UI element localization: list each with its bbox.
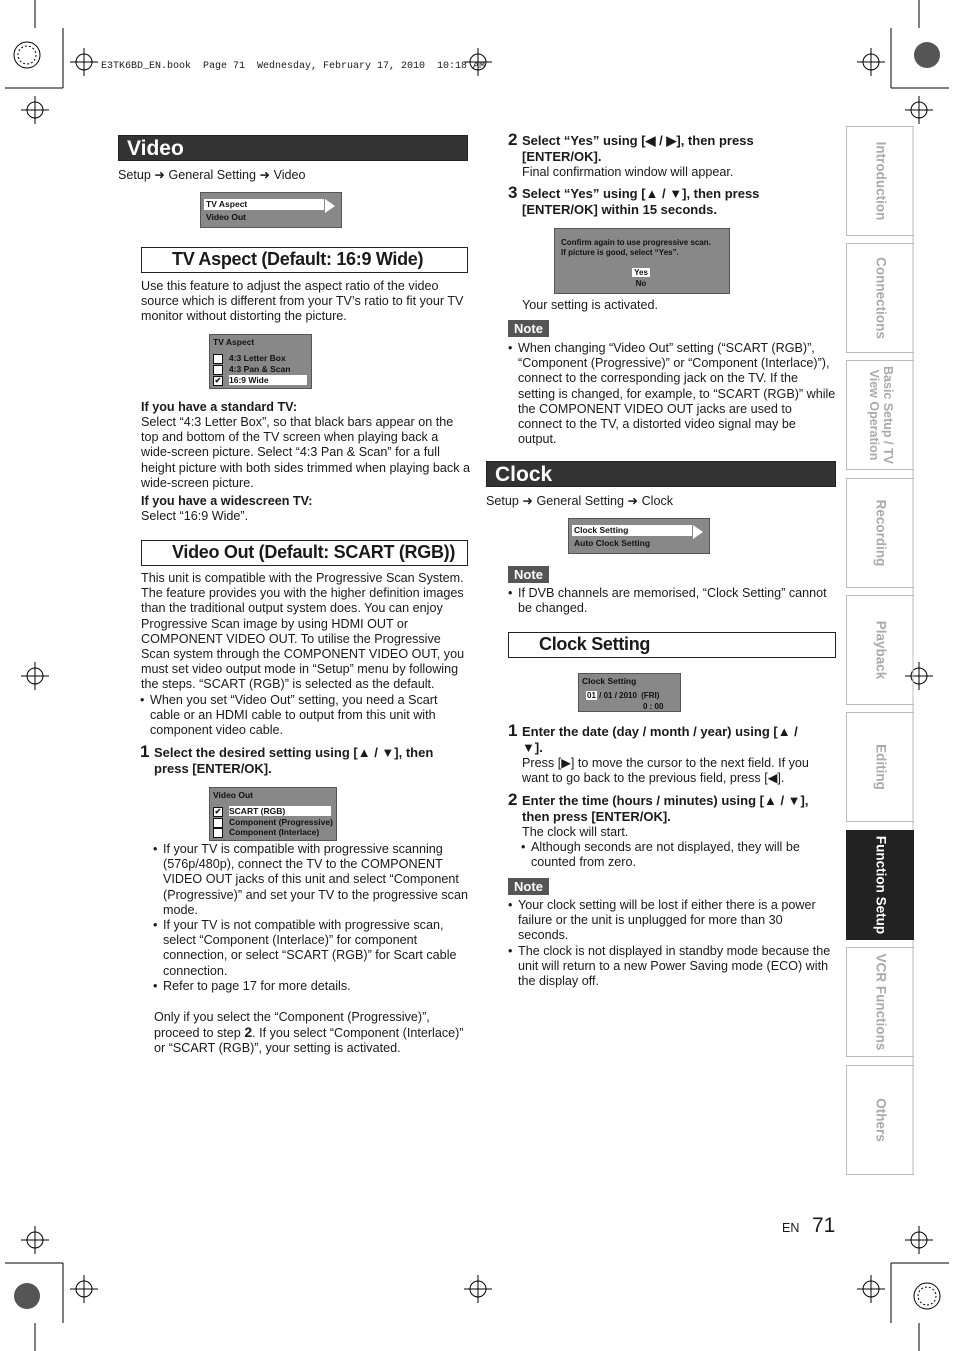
tv-aspect-menu-screen [209, 334, 312, 389]
video-section-title: Video [118, 135, 468, 161]
menu-title: Clock Setting [582, 676, 637, 686]
tv-aspect-intro: Use this feature to adjust the aspect ratio of the video source which is different from your TV’s ratio to fit your TV monitor without distorting the picture. [141, 279, 464, 324]
day-field: 01 [587, 691, 596, 700]
video-out-bullet: • When you set “Video Out” setting, you need a Scart cable or an HDMI cable to output from this unit with component video cable. [150, 693, 470, 739]
tab-basic-setup[interactable]: Basic Setup / TV View Operation [846, 360, 914, 470]
clock-note: • If DVB channels are memorised, “Clock Setting” cannot be changed. [518, 586, 836, 616]
arrow-right-icon: ➜ [627, 494, 639, 508]
video-out-menu-screen [209, 787, 337, 841]
arrow-right-icon: ➜ [259, 168, 271, 182]
time-field: 0 : 00 [643, 702, 664, 711]
breadcrumb-item: Video [273, 168, 306, 182]
tab-introduction[interactable]: Introduction [846, 126, 914, 236]
progressive-step2-sub: Final confirmation window will appear. [522, 165, 734, 179]
clock-step1: Enter the date (day / month / year) using [▲ / ▼]. [522, 724, 798, 755]
video-breadcrumb [118, 168, 306, 183]
note-badge: Note [508, 878, 549, 895]
video-out-closing: Only if you select the “Component (Progressive)”, proceed to step 2. If you select “Component (Interlace)” or “SCART (RGB)”, your setting is activated. [154, 1010, 464, 1056]
menu-option: Component (Interlace) [213, 827, 319, 838]
step-number: 1 [140, 742, 150, 761]
tv-aspect-heading: TV Aspect (Default: 16:9 Wide) [141, 247, 468, 273]
play-arrow-icon [693, 525, 703, 539]
menu-option: Component (Progressive) [213, 817, 333, 828]
menu-option: 4:3 Letter Box [213, 353, 286, 364]
clock-note-2: • The clock is not displayed in standby mode because the unit will return to a new Power Saving mode (ECO) with the display off. [518, 944, 836, 990]
menu-option: 4:3 Pan & Scan [213, 364, 290, 375]
yes-option: Yes [632, 268, 650, 277]
video-out-intro: This unit is compatible with the Progressive Scan System. The feature provides you with the higher definition images than the traditional output system does. You can enjoy Progressive Scan image by using HDMI OUT or COMPONENT VIDEO OUT. To utilise the Progressive Scan system through the COMPONENT VIDEO OUT, you must set video output mode in “Setup” menu by following the steps. “SCART (RGB)” is selected as the default. [141, 571, 465, 692]
widescreen-tv-text: Select “16:9 Wide”. [141, 509, 249, 523]
confirm-line: If picture is good, select “Yes”. [561, 248, 679, 257]
confirm-line: Confirm again to use progressive scan. [561, 238, 711, 247]
clock-setting-heading: Clock Setting [508, 632, 836, 658]
clock-step2-bullet: • Although seconds are not displayed, they will be counted from zero. [531, 840, 826, 870]
menu-item: TV Aspect [204, 199, 324, 210]
video-menu-screen [200, 192, 342, 228]
clock-breadcrumb [486, 494, 673, 509]
tab-recording[interactable]: Recording [846, 478, 914, 588]
menu-item: Auto Clock Setting [574, 538, 651, 548]
confirm-screen [554, 228, 730, 294]
month-year-field: / 01 / 2010 [599, 691, 637, 700]
tab-others[interactable]: Others [846, 1065, 914, 1175]
checkmark-icon: ✔ [214, 806, 222, 816]
menu-option: ✔ SCART (RGB) [213, 806, 331, 817]
tab-editing[interactable]: Editing [846, 712, 914, 822]
clock-section-title: Clock [486, 461, 836, 487]
clock-step1-sub: Press [▶] to move the cursor to the next field. If you want to go back to the previous field, press [◀]. [522, 756, 809, 786]
note-badge: Note [508, 320, 549, 337]
setting-activated-text: Your setting is activated. [522, 298, 659, 312]
checkmark-icon: ✔ [214, 375, 222, 385]
widescreen-tv-label: If you have a widescreen TV: [141, 494, 313, 508]
arrow-right-icon: ➜ [154, 168, 165, 182]
clock-setting-screen [578, 673, 681, 712]
video-out-bullet-3: • Refer to page 17 for more details. [163, 979, 469, 994]
menu-title: Video Out [213, 790, 253, 800]
tab-playback[interactable]: Playback [846, 595, 914, 705]
breadcrumb-item: Clock [641, 494, 674, 508]
video-out-step1: Select the desired setting using [▲ / ▼], then press [ENTER/OK]. [154, 745, 434, 776]
step-number: 2 [508, 790, 518, 809]
weekday-field: (FRI) [641, 691, 660, 700]
progressive-step3: Select “Yes” using [▲ / ▼], then press [ENTER/OK] within 15 seconds. [522, 186, 760, 217]
breadcrumb-item: Setup [118, 168, 151, 182]
page-number: 71 [812, 1214, 836, 1237]
menu-title: TV Aspect [213, 337, 255, 347]
breadcrumb-item: Setup [486, 494, 519, 508]
print-header: E3TK6BD_EN.book Page 71 Wednesday, February 17, 2010 10:18 AM [101, 61, 486, 72]
progressive-step2: Select “Yes” using [◀ / ▶], then press [ENTER/OK]. [522, 133, 754, 164]
video-out-bullet-2: • If your TV is not compatible with progressive scan, select “Component (Interlace)” for component connection, or select “SCART (RGB)” for Scart cable connection. [163, 918, 469, 979]
note-badge: Note [508, 566, 549, 583]
step-number: 2 [508, 130, 518, 149]
language-label: EN [782, 1221, 800, 1235]
clock-step2: Enter the time (hours / minutes) using [▲ / ▼], then press [ENTER/OK]. [522, 793, 809, 824]
clock-note-1: • Your clock setting will be lost if either there is a power failure or the unit is unplugged for more than 30 seconds. [518, 898, 836, 944]
no-option: No [635, 279, 647, 288]
arrow-right-icon: ➜ [522, 494, 533, 508]
video-out-note: • When changing “Video Out” setting (“SCART (RGB)”, “Component (Progressive)” or “Component (Interlace)”), connect to the corresponding jack on the TV. If the setting is changed, for example, to “SCART (RGB)” while the COMPONENT VIDEO OUT jacks are used to connect to the TV, a distorted video signal may be output. [518, 341, 836, 447]
menu-item: Clock Setting [572, 525, 692, 536]
breadcrumb-item: General Setting [536, 494, 624, 508]
breadcrumb-item: General Setting [168, 168, 256, 182]
date-field [586, 691, 659, 700]
menu-option: ✔ 16:9 Wide [213, 375, 307, 386]
step-number: 1 [508, 721, 518, 740]
standard-tv-label: If you have a standard TV: [141, 400, 298, 414]
tab-function-setup[interactable]: Function Setup [846, 830, 914, 940]
video-out-bullet-1: • If your TV is compatible with progressive scanning (576p/480p), connect the TV to the COMPONENT VIDEO OUT jacks of this unit and select “Component (Progressive)” and set your TV to the progressive scan mode. [163, 842, 469, 918]
video-out-heading: Video Out (Default: SCART (RGB)) [141, 540, 468, 566]
standard-tv-text: Select “4:3 Letter Box”, so that black bars appear on the top and bottom of the TV screen when playing back a wide-screen picture. Select “4:3 Pan & Scan” for a full height picture with both sides trimmed when playing back a wide-screen picture. [141, 415, 471, 490]
menu-item: Video Out [206, 212, 246, 222]
clock-step2-sub: The clock will start. [522, 825, 629, 839]
step-number: 3 [508, 183, 518, 202]
tab-connections[interactable]: Connections [846, 243, 914, 353]
tab-vcr-functions[interactable]: VCR Functions [846, 947, 914, 1057]
clock-menu-screen [568, 518, 710, 554]
play-arrow-icon [325, 199, 335, 213]
